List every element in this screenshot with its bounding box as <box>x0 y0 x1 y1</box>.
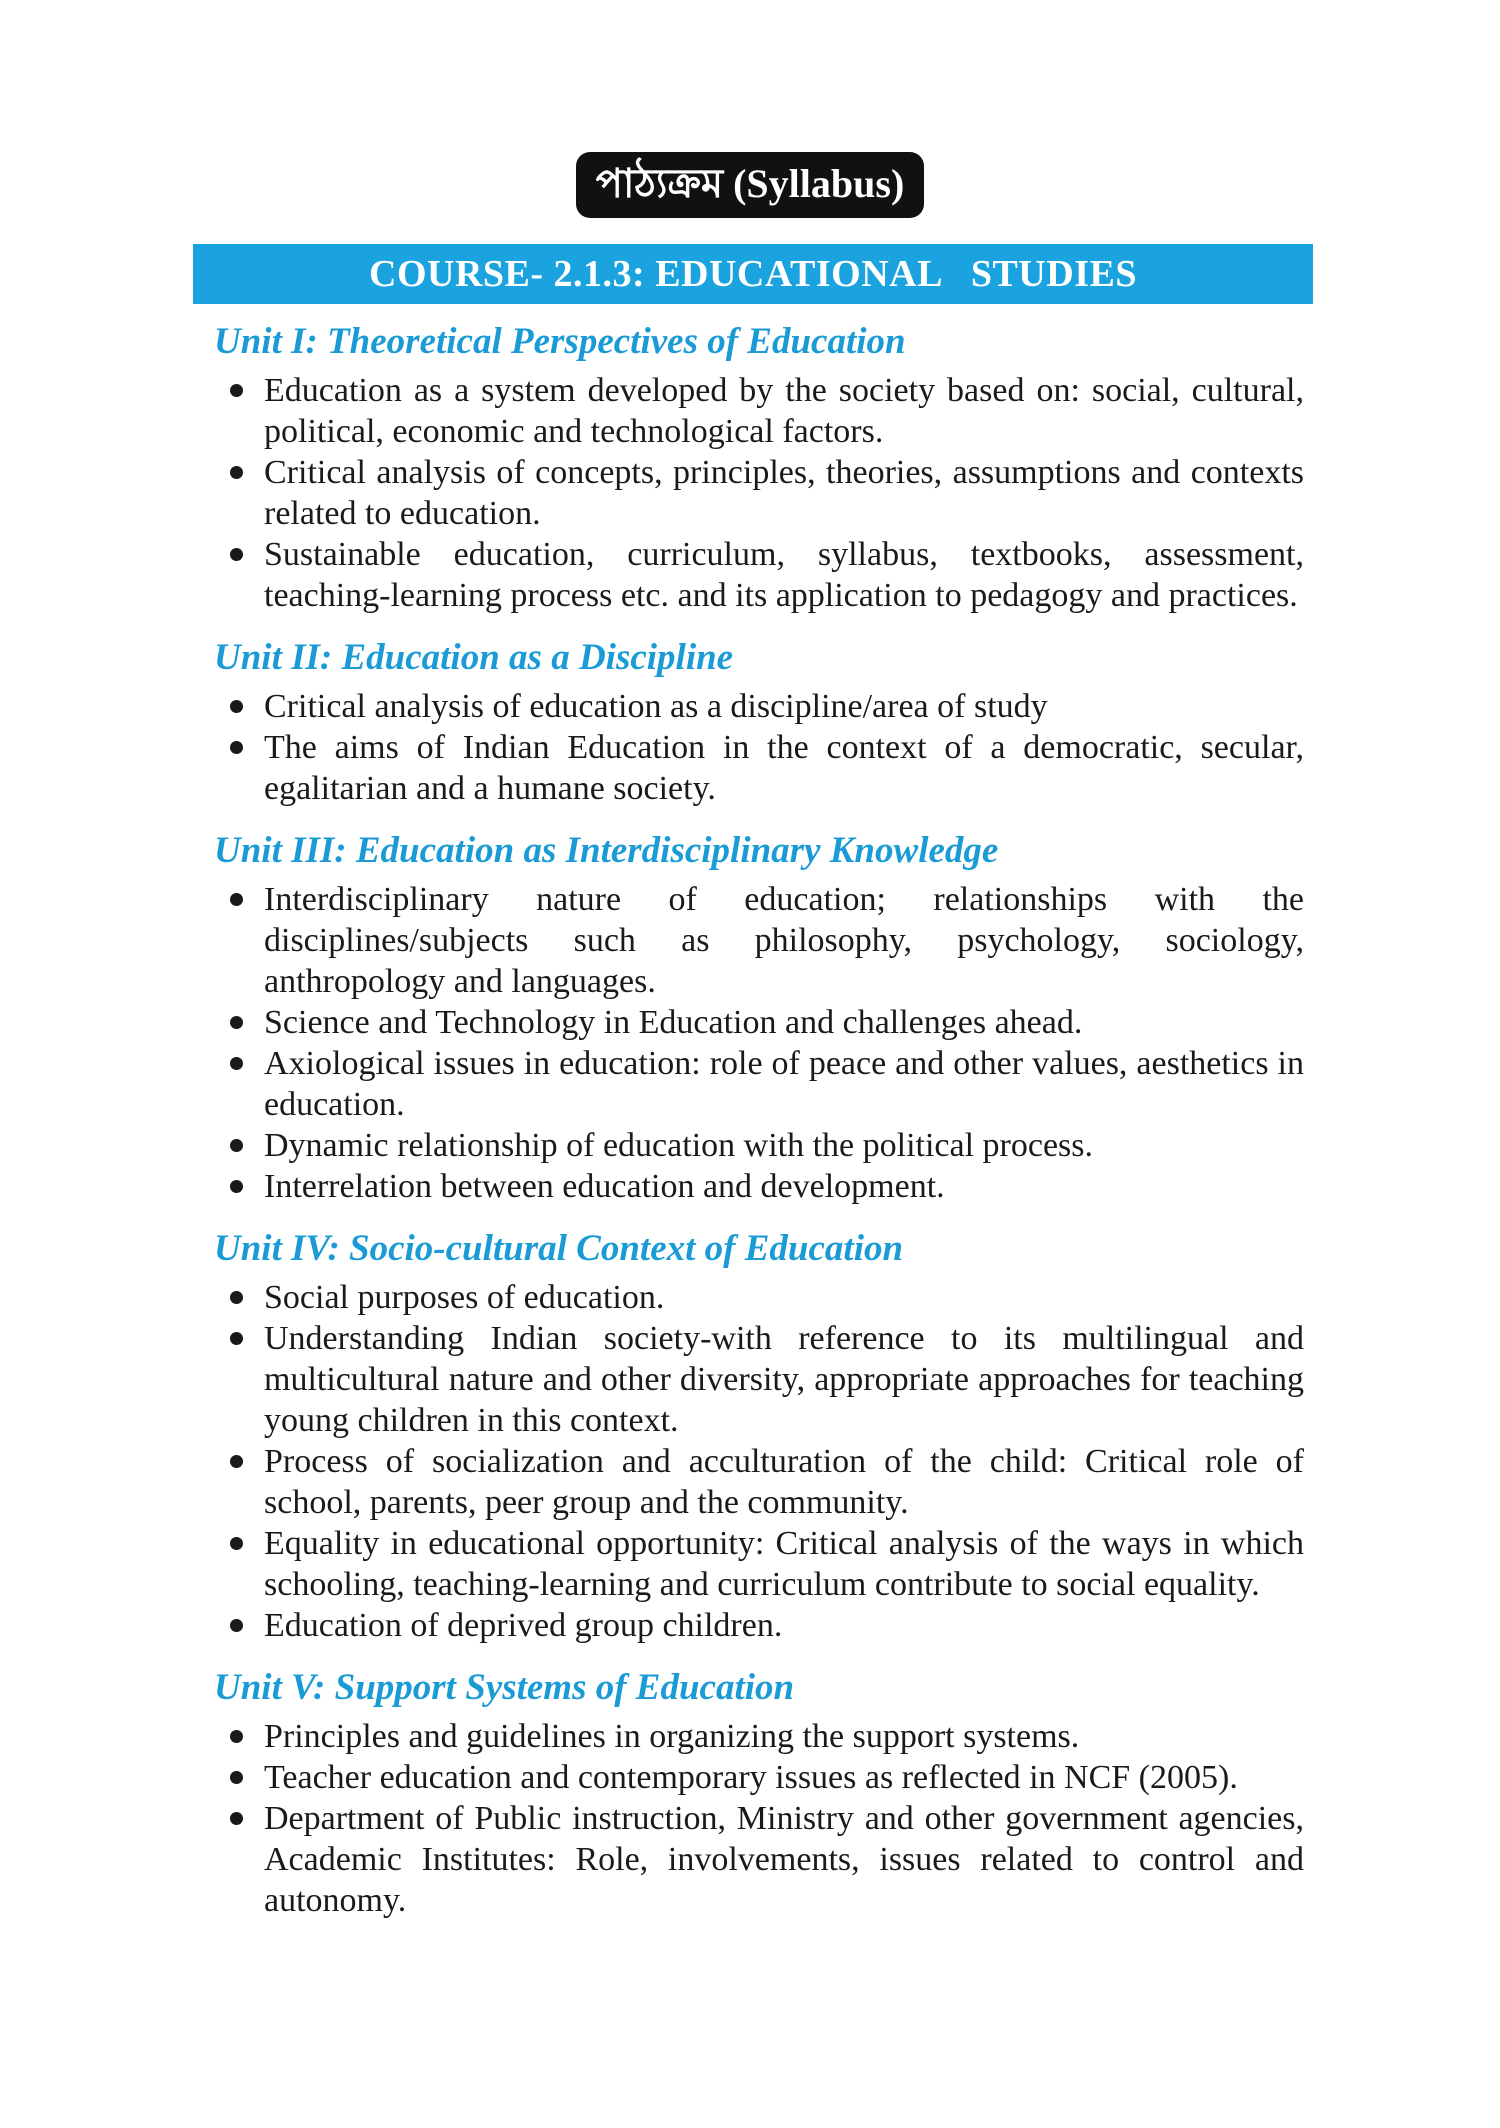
unit-section <box>214 1227 1304 1646</box>
bullet-icon <box>230 1139 243 1152</box>
unit-section <box>214 829 1304 1207</box>
title-area <box>0 152 1500 218</box>
unit-heading: Unit IV: Socio-cultural Context of Education <box>214 1228 904 1269</box>
list-item-text: Interrelation between education and development. <box>264 1168 945 1205</box>
bullet-icon <box>230 1455 243 1468</box>
list-item <box>214 534 1304 616</box>
list-item-text: Process of socialization and acculturation of the child: Critical role of school, parents, peer group and the community. <box>264 1443 1304 1521</box>
bullet-icon <box>230 893 243 906</box>
list-item <box>214 370 1304 452</box>
unit-heading: Unit I: Theoretical Perspectives of Education <box>214 321 906 362</box>
bullet-icon <box>230 1291 243 1304</box>
unit-item-list <box>214 370 1304 616</box>
list-item-text: Social purposes of education. <box>264 1279 665 1316</box>
bullet-icon <box>230 1771 243 1784</box>
unit-heading: Unit III: Education as Interdisciplinary Knowledge <box>214 830 999 871</box>
list-item <box>214 879 1304 1002</box>
list-item-text: Equality in educational opportunity: Critical analysis of the ways in which schooling, teaching-learning and curriculum contribute to social equality. <box>264 1525 1304 1603</box>
list-item-text: Education as a system developed by the society based on: social, cultural, political, economic and technological factors. <box>264 372 1304 450</box>
bullet-icon <box>230 1016 243 1029</box>
list-item <box>214 1757 1304 1798</box>
bullet-icon <box>230 1537 243 1550</box>
list-item-text: Department of Public instruction, Ministry and other government agencies, Academic Institutes: Role, involvements, issues related to control and autonomy. <box>264 1800 1304 1919</box>
unit-item-list <box>214 1716 1304 1921</box>
list-item-text: The aims of Indian Education in the context of a democratic, secular, egalitarian and a humane society. <box>264 729 1304 807</box>
syllabus-title-badge: পাঠ্যক্রম (Syllabus) <box>576 152 925 218</box>
course-title-bar: COURSE- 2.1.3: EDUCATIONAL STUDIES <box>193 244 1313 304</box>
list-item-text: Sustainable education, curriculum, syllabus, textbooks, assessment, teaching-learning process etc. and its application to pedagogy and practices. <box>264 536 1304 614</box>
bullet-icon <box>230 466 243 479</box>
list-item <box>214 1002 1304 1043</box>
bullet-icon <box>230 1730 243 1743</box>
list-item <box>214 1798 1304 1921</box>
bullet-icon <box>230 1180 243 1193</box>
bullet-icon <box>230 548 243 561</box>
list-item <box>214 686 1304 727</box>
list-item-text: Interdisciplinary nature of education; relationships with the disciplines/subjects such as philosophy, psychology, sociology, anthropology and languages. <box>264 881 1304 1000</box>
bullet-icon <box>230 1812 243 1825</box>
list-item <box>214 1166 1304 1207</box>
bullet-icon <box>230 384 243 397</box>
list-item <box>214 1441 1304 1523</box>
unit-heading: Unit V: Support Systems of Education <box>214 1667 795 1708</box>
unit-item-list <box>214 686 1304 809</box>
list-item <box>214 1125 1304 1166</box>
unit-item-list <box>214 1277 1304 1646</box>
list-item-text: Dynamic relationship of education with the political process. <box>264 1127 1093 1164</box>
list-item <box>214 452 1304 534</box>
list-item-text: Teacher education and contemporary issues as reflected in NCF (2005). <box>264 1759 1238 1796</box>
unit-section <box>214 636 1304 809</box>
unit-section <box>214 320 1304 616</box>
list-item-text: Axiological issues in education: role of peace and other values, aesthetics in education. <box>264 1045 1304 1123</box>
list-item <box>214 1318 1304 1441</box>
unit-section <box>214 1666 1304 1921</box>
bullet-icon <box>230 1057 243 1070</box>
bullet-icon <box>230 1332 243 1345</box>
unit-heading: Unit II: Education as a Discipline <box>214 637 734 678</box>
list-item <box>214 1043 1304 1125</box>
list-item-text: Science and Technology in Education and challenges ahead. <box>264 1004 1083 1041</box>
unit-item-list <box>214 879 1304 1207</box>
list-item <box>214 1277 1304 1318</box>
bullet-icon <box>230 700 243 713</box>
bullet-icon <box>230 741 243 754</box>
list-item <box>214 1523 1304 1605</box>
list-item <box>214 1716 1304 1757</box>
bullet-icon <box>230 1619 243 1632</box>
list-item-text: Education of deprived group children. <box>264 1607 783 1644</box>
list-item <box>214 727 1304 809</box>
list-item-text: Critical analysis of concepts, principles, theories, assumptions and contexts related to education. <box>264 454 1304 532</box>
list-item-text: Understanding Indian society-with reference to its multilingual and multicultural nature and other diversity, appropriate approaches for teaching young children in this context. <box>264 1320 1304 1439</box>
list-item <box>214 1605 1304 1646</box>
list-item-text: Critical analysis of education as a discipline/area of study <box>264 688 1048 725</box>
list-item-text: Principles and guidelines in organizing the support systems. <box>264 1718 1080 1755</box>
units-container <box>214 320 1304 1941</box>
